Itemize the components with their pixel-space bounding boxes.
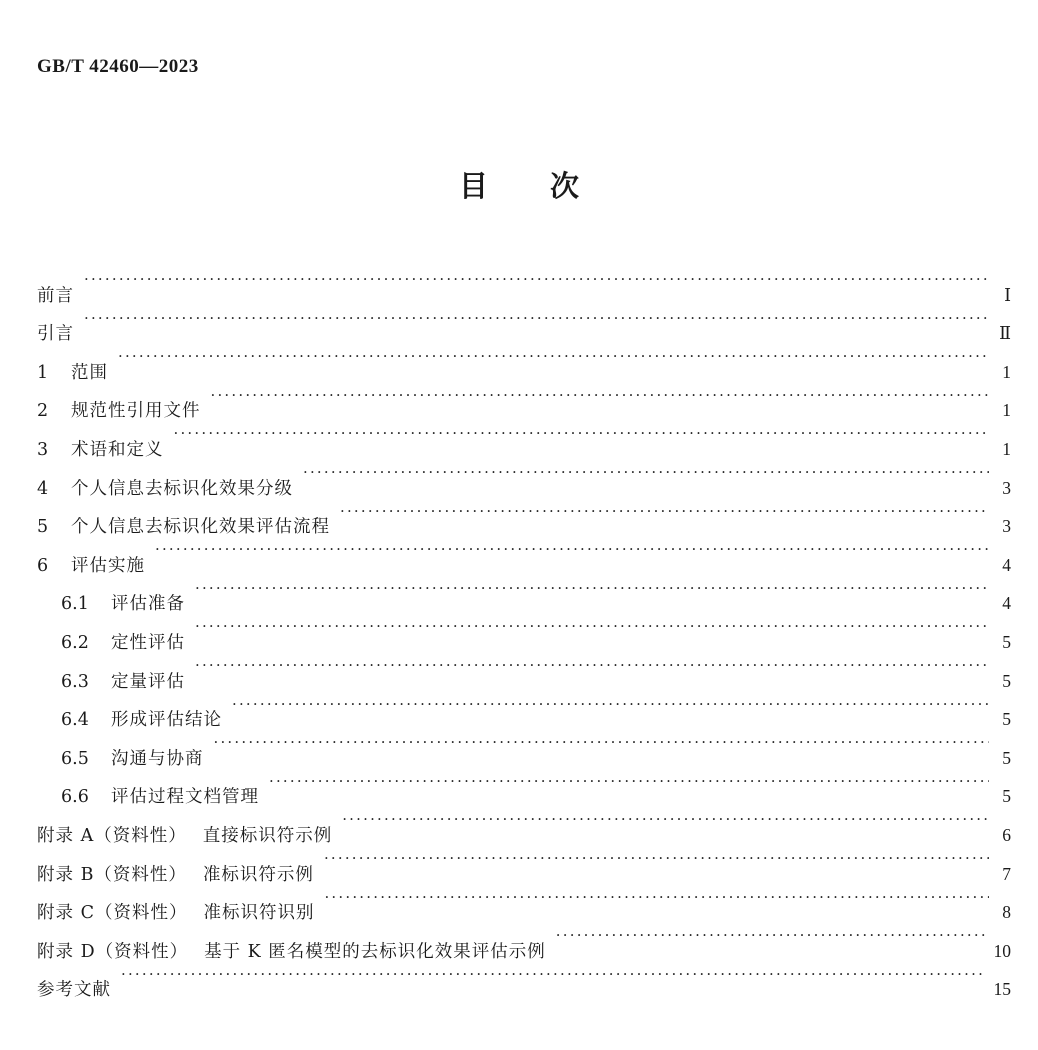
toc-entry-label: 前言: [37, 285, 74, 306]
toc-entry-label: 引言: [37, 324, 74, 345]
toc-entry-number: 6.2: [61, 632, 89, 653]
dot-leader: [121, 957, 986, 996]
dot-leader: [195, 609, 989, 648]
toc-entry-label: 附录 A（资料性）: [37, 825, 187, 846]
toc-entry[interactable]: [37, 339, 1011, 383]
toc-entry[interactable]: [37, 301, 1011, 345]
toc-entry-page: 3: [1002, 516, 1011, 537]
toc-entry[interactable]: [37, 957, 1011, 1001]
dot-leader: [195, 571, 989, 610]
dot-leader: [214, 725, 990, 764]
dot-leader: [324, 880, 989, 919]
toc-entry-page: 8: [1002, 902, 1011, 923]
toc-entry-number: 4: [37, 478, 49, 499]
dot-leader: [195, 648, 989, 687]
dot-leader: [556, 918, 986, 957]
toc-entry-page: 1: [1002, 400, 1011, 421]
toc-entry-label: 范围: [71, 362, 108, 383]
toc-entry-page: 10: [993, 940, 1011, 961]
toc-entry-label: 评估准备: [111, 594, 185, 615]
toc-entry-label: 规范性引用文件: [71, 401, 201, 422]
toc-entry-page: Ⅱ: [999, 323, 1011, 344]
toc-entry-number: 6.4: [61, 710, 89, 731]
toc-entry-page: 3: [1002, 477, 1011, 498]
toc-entry-subtitle: 直接标识符示例: [202, 825, 333, 846]
toc-entry-subtitle: 基于 K 匿名模型的去标识化效果评估示例: [204, 941, 546, 962]
toc-entry-page: 4: [1002, 593, 1011, 614]
toc-entry-number: 3: [37, 439, 49, 460]
toc-entry[interactable]: [37, 455, 1011, 499]
dot-leader: [232, 687, 989, 726]
toc-entry-number: 6.3: [61, 671, 89, 692]
dot-leader: [211, 378, 990, 417]
table-of-contents: [37, 262, 1011, 1001]
toc-entry-number: 5: [37, 517, 49, 538]
dot-leader: [174, 416, 990, 455]
toc-entry-page: 5: [1002, 631, 1011, 652]
dot-leader: [84, 301, 989, 340]
toc-entry-page: 1: [1002, 438, 1011, 459]
toc-entry-page: 5: [1002, 747, 1011, 768]
toc-entry-page: 6: [1002, 824, 1011, 845]
toc-entry-number: 2: [37, 401, 49, 422]
toc-entry-label: 定性评估: [111, 632, 185, 653]
toc-entry[interactable]: [37, 416, 1011, 460]
toc-entry[interactable]: [37, 532, 1011, 576]
toc-entry-label: 沟通与协商: [111, 748, 204, 769]
toc-entry-number: 1: [37, 362, 49, 383]
toc-entry-label: 评估过程文档管理: [111, 787, 259, 808]
toc-entry-page: 7: [1002, 863, 1011, 884]
dot-leader: [269, 764, 989, 803]
toc-entry[interactable]: [37, 571, 1011, 615]
toc-entry-page: 5: [1002, 670, 1011, 691]
toc-entry-label: 附录 D（资料性）: [37, 941, 189, 962]
toc-entry-label: 个人信息去标识化效果评估流程: [71, 517, 330, 538]
standard-code: GB/T 42460—2023: [37, 56, 199, 77]
toc-entry-subtitle: 准标识符识别: [203, 903, 315, 924]
page-title: 目次: [458, 169, 641, 203]
dot-leader: [324, 841, 989, 880]
toc-entry-label: 定量评估: [111, 671, 185, 692]
toc-entry-label: 术语和定义: [71, 439, 164, 460]
dot-leader: [342, 802, 989, 841]
dot-leader: [340, 494, 989, 533]
toc-entry[interactable]: [37, 378, 1011, 422]
toc-entry-label: 附录 C（资料性）: [37, 903, 188, 924]
toc-entry-page: Ⅰ: [1004, 284, 1011, 305]
dot-leader: [84, 262, 989, 301]
toc-entry-label: 参考文献: [37, 980, 111, 1001]
toc-entry-page: 5: [1002, 709, 1011, 730]
toc-entry-page: 4: [1002, 554, 1011, 575]
toc-entry-number: 6: [37, 555, 49, 576]
dot-leader: [303, 455, 989, 494]
toc-entry-label: 个人信息去标识化效果分级: [71, 478, 293, 499]
toc-entry-page: 1: [1002, 361, 1011, 382]
toc-entry[interactable]: [37, 262, 1011, 306]
toc-entry-page: 5: [1002, 786, 1011, 807]
toc-entry-number: 6.1: [61, 594, 89, 615]
toc-entry-number: 6.6: [61, 787, 89, 808]
toc-entry-label: 形成评估结论: [111, 710, 222, 731]
toc-entry-subtitle: 准标识符示例: [202, 864, 314, 885]
toc-entry-label: 评估实施: [71, 555, 145, 576]
toc-entry-label: 附录 B（资料性）: [37, 864, 187, 885]
toc-entry-page: 15: [993, 979, 1011, 1000]
toc-entry-number: 6.5: [61, 748, 89, 769]
dot-leader: [118, 339, 989, 378]
dot-leader: [155, 532, 989, 571]
